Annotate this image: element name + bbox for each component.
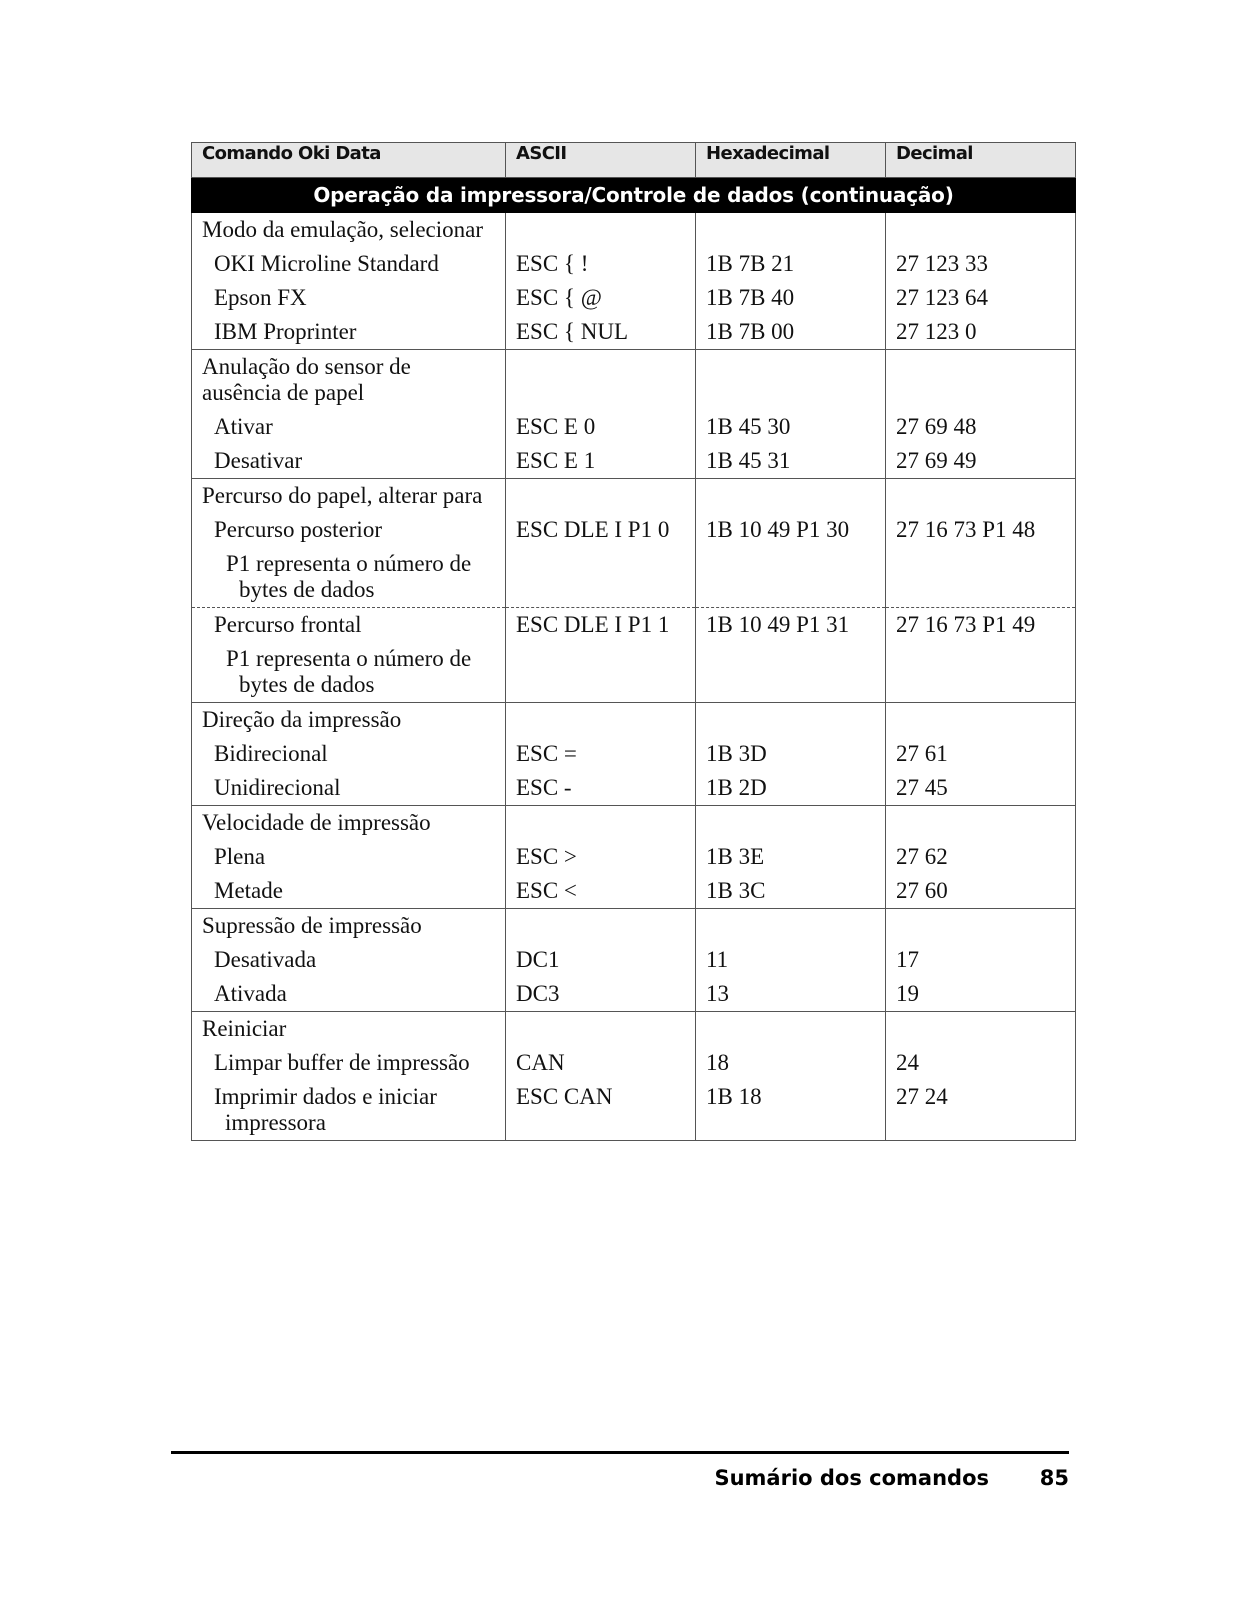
row-hex [696, 1012, 886, 1047]
row-decimal: 17 [886, 943, 1076, 977]
section-title: Operação da impressora/Controle de dados (continuação) [192, 178, 1076, 213]
row-hex: 13 [696, 977, 886, 1012]
row-ascii: ESC { @ [506, 281, 696, 315]
row-label: Desativada [192, 943, 506, 977]
row-decimal [886, 806, 1076, 841]
row-hex: 1B 45 30 [696, 410, 886, 444]
row-decimal: 27 45 [886, 771, 1076, 806]
row-hex: 18 [696, 1046, 886, 1080]
row-label-container [192, 547, 506, 608]
row-decimal: 27 16 73 P1 48 [886, 513, 1076, 547]
row-ascii [506, 547, 696, 608]
row-decimal: 27 61 [886, 737, 1076, 771]
row-decimal [886, 909, 1076, 944]
row-label: P1 representa o número de bytes de dados [226, 646, 472, 697]
footer-section-title: Sumário dos comandos [714, 1466, 989, 1490]
table-row [192, 1012, 1076, 1047]
header-oki-command: Comando Oki Data [192, 143, 506, 178]
row-label: Reiniciar [192, 1012, 506, 1047]
table-row [192, 247, 1076, 281]
row-ascii [506, 806, 696, 841]
row-hex [696, 703, 886, 738]
row-hex: 1B 45 31 [696, 444, 886, 479]
row-ascii [506, 642, 696, 703]
table-row [192, 943, 1076, 977]
row-label: Desativar [192, 444, 506, 479]
row-ascii: ESC < [506, 874, 696, 909]
footer-rule [171, 1451, 1069, 1454]
table-row [192, 840, 1076, 874]
command-table [191, 142, 1076, 1141]
row-hex: 1B 3E [696, 840, 886, 874]
header-hexadecimal: Hexadecimal [696, 143, 886, 178]
row-label-container [192, 1080, 506, 1141]
row-decimal: 27 24 [886, 1080, 1076, 1141]
row-label: Direção da impressão [192, 703, 506, 738]
table-row [192, 642, 1076, 703]
table-row [192, 737, 1076, 771]
row-hex [696, 547, 886, 608]
row-ascii [506, 703, 696, 738]
row-hex [696, 350, 886, 411]
row-hex: 1B 7B 00 [696, 315, 886, 350]
header-ascii: ASCII [506, 143, 696, 178]
table-row [192, 315, 1076, 350]
table-row [192, 350, 1076, 411]
section-heading-row [192, 178, 1076, 213]
row-label: Imprimir dados e iniciar impressora [214, 1084, 437, 1135]
row-hex [696, 806, 886, 841]
row-decimal: 27 69 48 [886, 410, 1076, 444]
row-hex [696, 479, 886, 514]
row-decimal [886, 1012, 1076, 1047]
row-ascii [506, 479, 696, 514]
row-ascii [506, 1012, 696, 1047]
row-decimal: 27 16 73 P1 49 [886, 608, 1076, 643]
row-decimal: 27 123 0 [886, 315, 1076, 350]
row-label: P1 representa o número de bytes de dados [226, 551, 472, 602]
row-label: Limpar buffer de impressão [192, 1046, 506, 1080]
row-hex: 1B 2D [696, 771, 886, 806]
row-label: Ativada [192, 977, 506, 1012]
row-label: Percurso frontal [192, 608, 506, 643]
row-hex [696, 909, 886, 944]
row-label: Velocidade de impressão [192, 806, 506, 841]
table-row [192, 608, 1076, 643]
table-row [192, 1046, 1076, 1080]
row-hex: 1B 18 [696, 1080, 886, 1141]
row-ascii: ESC { ! [506, 247, 696, 281]
row-ascii: ESC - [506, 771, 696, 806]
row-hex: 1B 10 49 P1 31 [696, 608, 886, 643]
row-hex: 1B 3C [696, 874, 886, 909]
table-row [192, 806, 1076, 841]
row-label-container [192, 642, 506, 703]
row-ascii: DC1 [506, 943, 696, 977]
row-decimal [886, 703, 1076, 738]
row-decimal [886, 213, 1076, 248]
row-ascii: ESC > [506, 840, 696, 874]
row-label: OKI Microline Standard [192, 247, 506, 281]
table-row [192, 479, 1076, 514]
row-decimal [886, 350, 1076, 411]
row-ascii: ESC = [506, 737, 696, 771]
row-decimal: 27 62 [886, 840, 1076, 874]
table-row [192, 513, 1076, 547]
row-hex: 1B 3D [696, 737, 886, 771]
table-row [192, 410, 1076, 444]
row-label: Percurso posterior [192, 513, 506, 547]
table-row [192, 281, 1076, 315]
table-header-row [192, 143, 1076, 178]
row-hex [696, 213, 886, 248]
row-decimal [886, 547, 1076, 608]
row-decimal [886, 479, 1076, 514]
row-hex [696, 642, 886, 703]
row-hex: 11 [696, 943, 886, 977]
row-hex: 1B 7B 40 [696, 281, 886, 315]
row-label: Metade [192, 874, 506, 909]
row-label: Percurso do papel, alterar para [192, 479, 506, 514]
row-decimal: 27 123 33 [886, 247, 1076, 281]
header-decimal: Decimal [886, 143, 1076, 178]
table-row [192, 874, 1076, 909]
table-row [192, 444, 1076, 479]
row-ascii [506, 350, 696, 411]
row-hex: 1B 7B 21 [696, 247, 886, 281]
row-decimal: 19 [886, 977, 1076, 1012]
row-ascii [506, 909, 696, 944]
row-ascii: ESC E 0 [506, 410, 696, 444]
row-decimal: 27 60 [886, 874, 1076, 909]
row-ascii [506, 213, 696, 248]
table-row [192, 771, 1076, 806]
row-ascii: ESC DLE I P1 1 [506, 608, 696, 643]
row-ascii: DC3 [506, 977, 696, 1012]
row-label: Epson FX [192, 281, 506, 315]
row-decimal: 27 123 64 [886, 281, 1076, 315]
table-row [192, 977, 1076, 1012]
row-label: Bidirecional [192, 737, 506, 771]
table-row [192, 1080, 1076, 1141]
row-label: Modo da emulação, selecionar [192, 213, 506, 248]
row-decimal: 24 [886, 1046, 1076, 1080]
table-row [192, 213, 1076, 248]
row-label: Plena [192, 840, 506, 874]
row-label: Unidirecional [192, 771, 506, 806]
row-label: IBM Proprinter [192, 315, 506, 350]
row-hex: 1B 10 49 P1 30 [696, 513, 886, 547]
row-label: Anulação do sensor de ausência de papel [192, 350, 506, 411]
row-ascii: ESC CAN [506, 1080, 696, 1141]
row-decimal [886, 642, 1076, 703]
table-row [192, 547, 1076, 608]
row-decimal: 27 69 49 [886, 444, 1076, 479]
row-ascii: ESC DLE I P1 0 [506, 513, 696, 547]
row-label: Supressão de impressão [192, 909, 506, 944]
row-ascii: ESC { NUL [506, 315, 696, 350]
row-label: Ativar [192, 410, 506, 444]
table-row [192, 909, 1076, 944]
table-row [192, 703, 1076, 738]
page-number: 85 [1039, 1466, 1069, 1490]
row-ascii: CAN [506, 1046, 696, 1080]
row-ascii: ESC E 1 [506, 444, 696, 479]
